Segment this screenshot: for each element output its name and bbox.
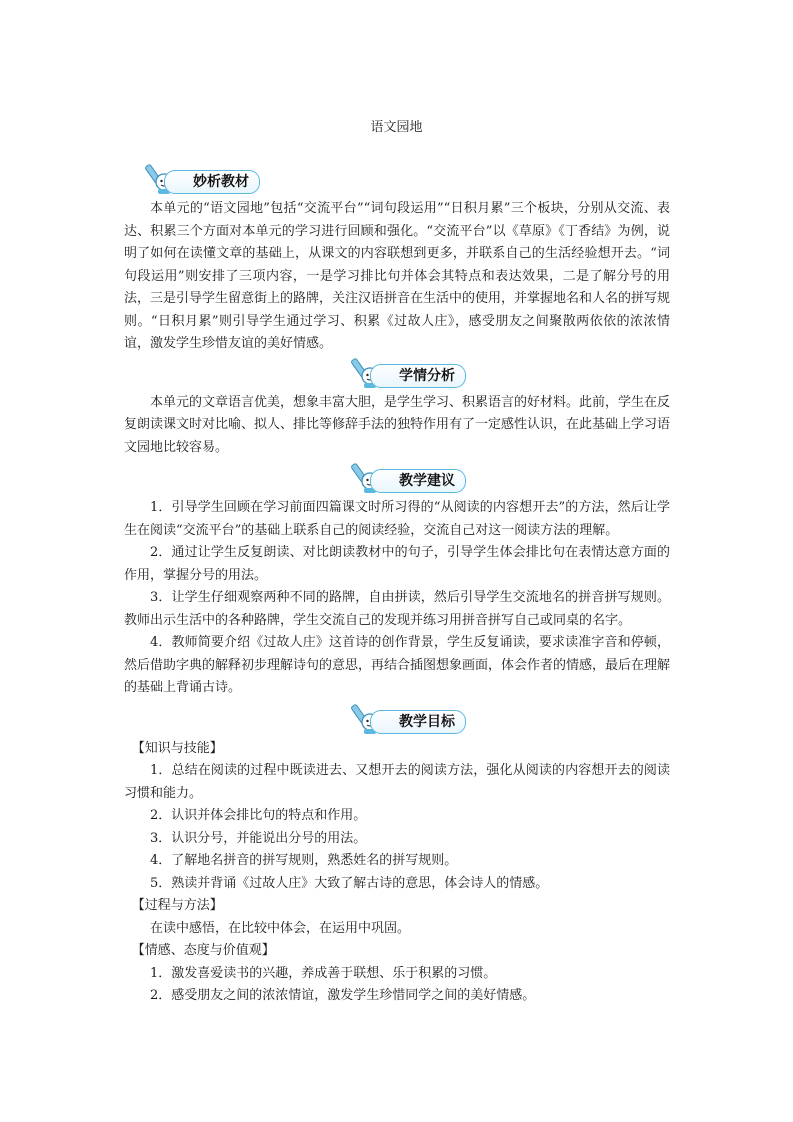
list-item: 5．熟读并背诵《过故人庄》大致了解古诗的意思，体会诗人的情感。 — [150, 875, 549, 891]
section-heading-analysis — [124, 166, 670, 196]
list-item: 3．让学生仔细观察两种不同的路牌，自由拼读，然后引导学生交流地名的拼音拼写规则。教师出示生活中的各种路牌，学生交流自己的发现并练习用拼音拼写自己或同桌的名字。 — [124, 590, 670, 628]
list-item: 2．感受朋友之间的浓浓情谊，激发学生珍惜同学之间的美好情感。 — [150, 988, 536, 1003]
list-item: 4．教师简要介绍《过故人庄》这首诗的创作背景，学生反复诵读，要求读准字音和停顿，然后借助字典的解释初步理解诗句的意思，再结合插图想象画面，体会作者的情感，最后在理解的基础上背诵古诗。 — [124, 635, 671, 695]
list-item: 3．认识分号，并能说出分号的用法。 — [150, 830, 367, 846]
section-heading-objectives — [124, 706, 670, 736]
list-item: 1．引导学生回顾在学习前面四篇课文时所习得的“从阅读的内容想开去”的方法，然后让学生在阅读“交流平台”的基础上联系自己的阅读经验，交流自己对这一阅读方法的理解。 — [124, 500, 670, 538]
section-heading-label: 妙析教材 — [164, 170, 260, 194]
section-heading-label: 学情分析 — [370, 364, 466, 388]
section-heading-label: 教学目标 — [370, 710, 466, 734]
section-paragraph: 本单元的文章语言优美，想象丰富大胆，是学生学习、积累语言的好材料。此前，学生在反复朗读课文时对比喻、拟人、排比等修辞手法的独特作用有了一定感性认识，在此基础上学习语文园地比较容易。 — [124, 394, 671, 455]
list-item: 1．激发喜爱读书的兴趣，养成善于联想、乐于积累的习惯。 — [150, 965, 497, 981]
document-title: 语文园地 — [370, 120, 423, 135]
section-heading-learning — [124, 360, 670, 390]
section-paragraph: 本单元的“语文园地”包括“交流平台”“词句段运用”“日积月累”三个板块，分别从交流、表达、积累三个方面对本单元的学习进行回顾和强化。“交流平台”以《草原》《丁香结》为例，说明了如何在读懂文章的基础上，从课文的内容联想到更多，并联系自己的生活经验想开去。“词句段运用”则安排了三项内容，一是学习排比句并体会其特点和表达效果，二是了解分号的用法，三是引导学生留意街上的路牌，关注汉语拼音在生活中的使用，并掌握地名和人名的拼写规则。“日积月累”则引导学生通过学习、积累《过故人庄》，感受朋友之间聚散两依依的浓浓情谊，激发学生珍惜友谊的美好情感。 — [124, 201, 671, 351]
subheading-process: 【过程与方法】 — [131, 898, 223, 913]
list-item: 2．认识并体会排比句的特点和作用。 — [150, 808, 367, 823]
list-item: 1．总结在阅读的过程中既读进去、又想开去的阅读方法，强化从阅读的内容想开去的阅读习惯和能力。 — [124, 763, 670, 801]
list-item: 2．通过让学生反复朗读、对比朗读教材中的句子，引导学生体会排比句在表情达意方面的作用，掌握分号的用法。 — [124, 545, 670, 583]
process-text: 在读中感悟，在比较中体会，在运用中巩固。 — [150, 920, 411, 936]
document-body — [124, 0, 670, 1008]
list-item: 4．了解地名拼音的拼写规则，熟悉姓名的拼写规则。 — [150, 853, 458, 868]
section-heading-label: 教学建议 — [370, 469, 466, 493]
section-heading-suggestions — [124, 465, 670, 495]
subheading-emotion: 【情感、态度与价值观】 — [131, 943, 275, 958]
subheading-knowledge: 【知识与技能】 — [131, 740, 223, 756]
